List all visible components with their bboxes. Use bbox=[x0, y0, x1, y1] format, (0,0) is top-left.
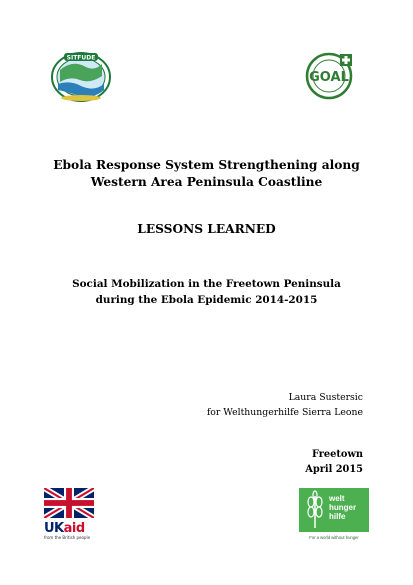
sitfude-logo bbox=[50, 50, 112, 102]
whh-line-3: hilfe bbox=[329, 512, 346, 521]
sitfude-emblem-icon bbox=[50, 50, 112, 102]
title-line-2: Western Area Peninsula Coastline bbox=[90, 175, 323, 189]
date: April 2015 bbox=[305, 464, 363, 475]
svg-text:GOAL: GOAL bbox=[309, 70, 349, 85]
lessons-heading: LESSONS LEARNED bbox=[137, 222, 276, 236]
author-block bbox=[207, 390, 363, 420]
ukaid-aid: aid bbox=[63, 521, 85, 536]
ukaid-uk: UK bbox=[44, 521, 64, 536]
document-title bbox=[30, 157, 383, 191]
union-jack-flag-icon bbox=[44, 488, 94, 518]
document-subtitle bbox=[30, 276, 383, 308]
title-line-1: Ebola Response System Strengthening along bbox=[53, 158, 360, 172]
whh-line-2: hunger bbox=[329, 503, 357, 512]
whh-wordmark bbox=[329, 494, 356, 521]
welthungerhilfe-logo bbox=[299, 488, 369, 540]
whh-line-1: welt bbox=[329, 494, 345, 503]
subtitle-line-2: during the Ebola Epidemic 2014-2015 bbox=[95, 294, 318, 306]
ukaid-wordmark bbox=[44, 522, 98, 535]
author-name: Laura Sustersic bbox=[288, 392, 363, 403]
goal-emblem-icon bbox=[304, 50, 354, 102]
place-date-block bbox=[305, 447, 363, 477]
wheat-icon bbox=[303, 490, 327, 530]
author-organization: for Welthungerhilfe Sierra Leone bbox=[206, 407, 363, 418]
whh-tagline: For a world without hunger bbox=[309, 535, 359, 540]
ukaid-subline: from the British people bbox=[44, 535, 91, 540]
goal-logo bbox=[304, 50, 354, 102]
subtitle-line-1: Social Mobilization in the Freetown Peninsula bbox=[72, 278, 341, 290]
svg-text:SITFUDE: SITFUDE bbox=[66, 54, 96, 62]
ukaid-logo bbox=[44, 488, 98, 542]
city: Freetown bbox=[311, 449, 363, 460]
whh-badge bbox=[299, 488, 369, 532]
